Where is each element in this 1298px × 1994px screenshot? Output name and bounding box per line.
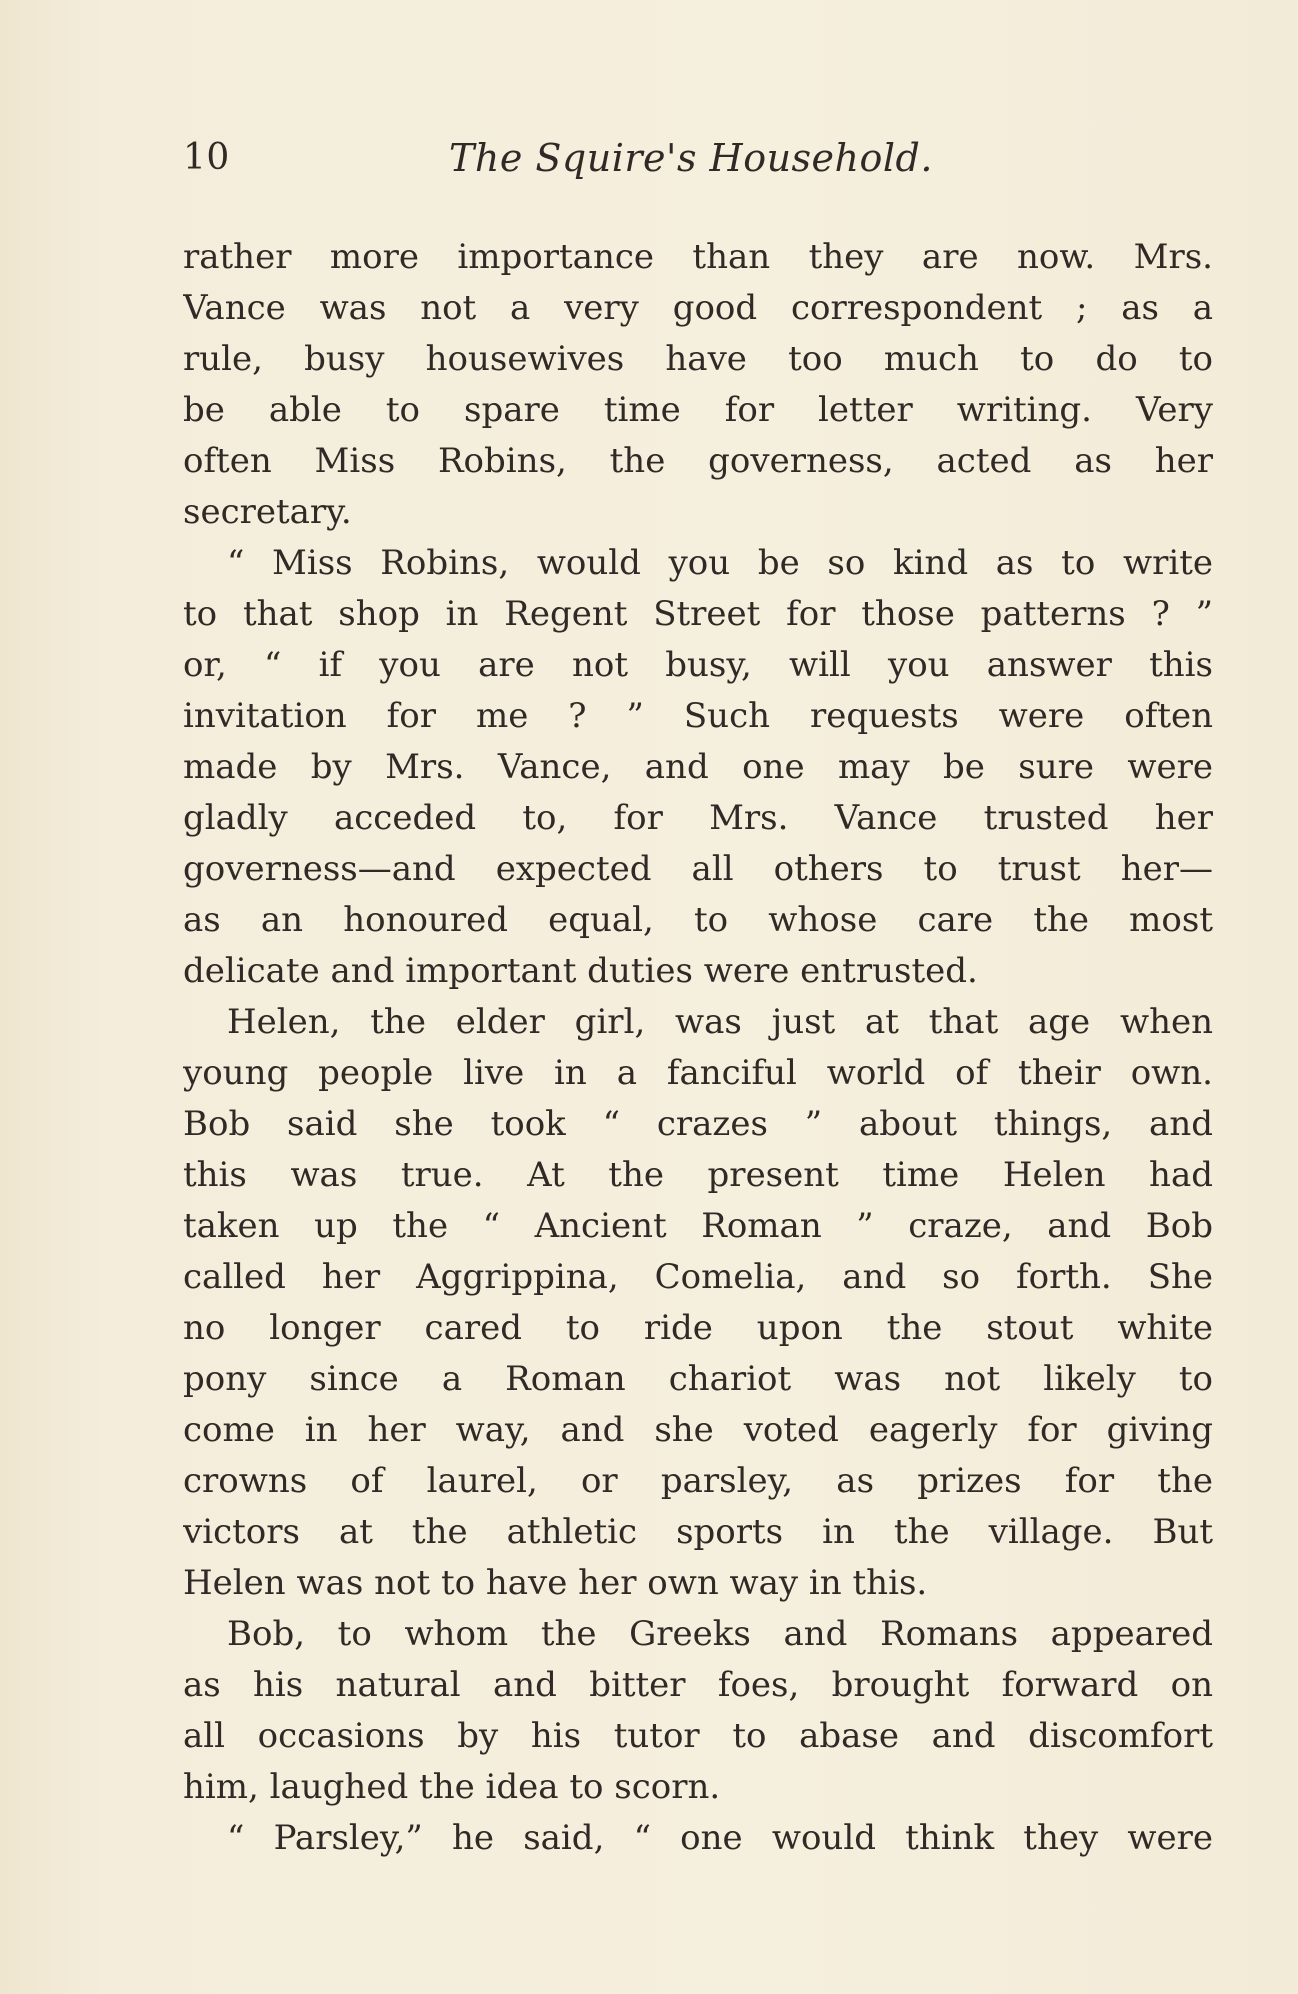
text-line: invitation for me ? ” Such requests were often: [183, 696, 1213, 736]
text-line: come in her way, and she voted eagerly for giving: [183, 1410, 1213, 1450]
text-line: delicate and important duties were entrusted.: [183, 951, 978, 991]
text-line: pony since a Roman chariot was not likely to: [183, 1359, 1213, 1399]
text-line: taken up the “ Ancient Roman ” craze, and Bob: [183, 1206, 1213, 1246]
page-header: [183, 128, 1213, 188]
text-line: “ Miss Robins, would you be so kind as to write: [227, 543, 1213, 583]
text-line: Bob said she took “ crazes ” about things, and: [183, 1104, 1213, 1144]
text-line: crowns of laurel, or parsley, as prizes for the: [183, 1461, 1213, 1501]
text-line: gladly acceded to, for Mrs. Vance trusted her: [183, 798, 1213, 838]
text-line: victors at the athletic sports in the village. But: [183, 1512, 1213, 1552]
text-line: this was true. At the present time Helen had: [183, 1155, 1213, 1195]
text-line: governess—and expected all others to trust her—: [183, 849, 1213, 889]
text-line: no longer cared to ride upon the stout white: [183, 1308, 1213, 1348]
page-number: 10: [183, 137, 230, 178]
text-line: Helen was not to have her own way in this.: [183, 1563, 928, 1603]
text-line: as an honoured equal, to whose care the most: [183, 900, 1213, 940]
text-line: all occasions by his tutor to abase and discomfort: [183, 1716, 1213, 1756]
text-line: or, “ if you are not busy, will you answer this: [183, 645, 1213, 685]
text-line: to that shop in Regent Street for those patterns ? ”: [183, 594, 1213, 634]
text-line: rather more importance than they are now. Mrs.: [183, 237, 1213, 277]
text-line: be able to spare time for letter writing. Very: [183, 390, 1213, 430]
text-line: rule, busy housewives have too much to do to: [183, 339, 1213, 379]
text-line: “ Parsley,” he said, “ one would think they were: [227, 1818, 1213, 1858]
text-line: often Miss Robins, the governess, acted as her: [183, 441, 1213, 481]
text-line: him, laughed the idea to scorn.: [183, 1767, 721, 1807]
text-line: secretary.: [183, 492, 352, 532]
text-line: as his natural and bitter foes, brought forward on: [183, 1665, 1213, 1705]
text-line: Vance was not a very good correspondent ; as a: [183, 288, 1213, 328]
text-line: Helen, the elder girl, was just at that age when: [227, 1002, 1213, 1042]
body-text: [183, 232, 1213, 1864]
text-line: young people live in a fanciful world of their own.: [183, 1053, 1213, 1093]
text-line: made by Mrs. Vance, and one may be sure were: [183, 747, 1213, 787]
running-title: The Squire's Household.: [449, 136, 933, 180]
text-line: called her Aggrippina, Comelia, and so forth. She: [183, 1257, 1213, 1297]
text-line: Bob, to whom the Greeks and Romans appeared: [227, 1614, 1213, 1654]
